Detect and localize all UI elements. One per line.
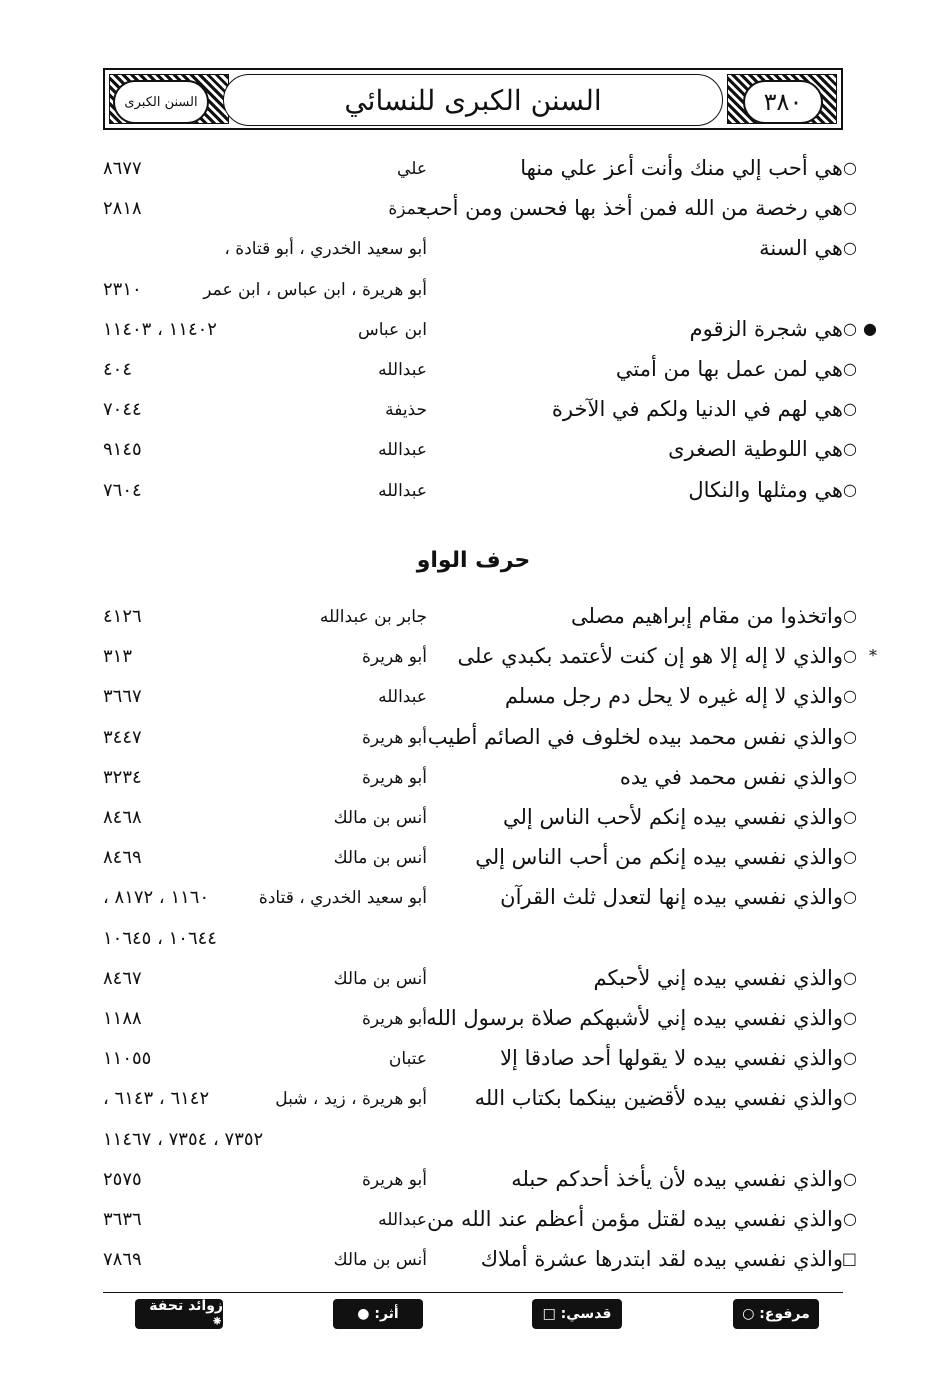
index-row xyxy=(95,474,877,510)
narrator-name: أنس بن مالك xyxy=(333,848,427,869)
hadith-type-mark: ○ xyxy=(843,359,857,378)
hadith-type-mark: ○ xyxy=(843,887,857,907)
hadith-numbers: ٩١٤٥ xyxy=(103,439,142,461)
hadith-type-mark: ○ xyxy=(843,847,857,867)
hadith-type-mark: ○ xyxy=(843,726,857,746)
index-row xyxy=(95,640,877,676)
hadith-incipit: هي السنة xyxy=(759,236,843,261)
hadith-numbers: ٢٥٧٥ xyxy=(103,1168,142,1190)
hadith-numbers: ٨٦٧٧ xyxy=(103,158,142,179)
hadith-incipit: والذي نفسي بيده إني لأشبهكم صلاة برسول الله xyxy=(426,1006,843,1030)
hadith-numbers: ٢٣١٠ xyxy=(103,278,142,300)
index-row xyxy=(95,273,877,309)
narrator-name: حمزة xyxy=(388,199,427,220)
hadith-numbers: ٢٨١٨ xyxy=(103,198,142,220)
index-row xyxy=(95,922,877,958)
hadith-incipit: والذي نفسي بيده إنكم من أحب الناس إلي xyxy=(475,845,843,870)
hadith-numbers: ٧٠٤٤ xyxy=(103,399,142,421)
hadith-incipit: هي اللوطية الصغرى xyxy=(668,437,843,462)
narrator-name: جابر بن عبدالله xyxy=(319,607,427,627)
hadith-incipit: هي ومثلها والنكال xyxy=(688,477,843,502)
index-row xyxy=(95,1123,877,1159)
page-header xyxy=(103,68,843,130)
index-row xyxy=(95,680,877,716)
index-row xyxy=(95,881,877,917)
hadith-numbers: ٦١٤٢ ، ٦١٤٣ ، xyxy=(103,1088,210,1110)
narrator-name: عبدالله xyxy=(378,1210,427,1230)
narrator-name: أبو هريرة xyxy=(361,647,427,668)
hadith-incipit: والذي لا إله غيره لا يحل دم رجل مسلم xyxy=(504,684,843,709)
index-row xyxy=(95,433,877,469)
hadith-type-mark: ○ xyxy=(843,198,857,218)
hadith-incipit: والذي نفسي بيده إنها لتعدل ثلث القرآن xyxy=(500,885,843,910)
index-row xyxy=(95,1002,877,1038)
hadith-type-mark: ○ xyxy=(843,807,857,826)
index-row xyxy=(95,600,877,636)
hadith-incipit: والذي نفس محمد بيده لخلوف في الصائم أطيب xyxy=(427,724,843,749)
narrator-name: حذيفة xyxy=(385,400,427,421)
index-row xyxy=(95,393,877,429)
index-row xyxy=(95,1082,877,1118)
index-row xyxy=(95,313,877,349)
hadith-type-mark: ○ xyxy=(843,479,857,499)
index-row xyxy=(95,353,877,389)
hadith-numbers: ٣١٣ xyxy=(103,646,133,668)
index-row xyxy=(95,1203,877,1239)
index-row xyxy=(95,152,877,188)
hadith-incipit: والذي نفسي بيده إنكم لأحب الناس إلي xyxy=(503,805,843,829)
hadith-numbers: ٧٨٦٩ xyxy=(103,1249,142,1271)
hadith-type-mark: ○ xyxy=(843,646,857,666)
hadith-numbers: ٨٤٦٨ xyxy=(103,807,142,828)
index-row xyxy=(95,1163,877,1199)
hadith-type-mark: ○ xyxy=(843,439,857,459)
hadith-incipit: والذي نفس محمد في يده xyxy=(619,764,843,789)
page-number: ٣٨٠ xyxy=(743,80,823,124)
hadith-numbers: ٧٦٠٤ xyxy=(103,479,142,501)
section-heading: حرف الواو xyxy=(416,548,531,573)
index-row xyxy=(95,841,877,877)
legend-athar: أثر: ● xyxy=(333,1299,423,1329)
index-row xyxy=(95,1042,877,1078)
hadith-numbers: ١١٦٠ ، ٨١٧٢ ، xyxy=(103,887,210,909)
narrator-name: ابن عباس xyxy=(357,319,427,340)
narrator-name: أنس بن مالك xyxy=(333,968,427,989)
hadith-type-mark: □ xyxy=(841,1249,857,1269)
narrator-name: أنس بن مالك xyxy=(333,808,427,828)
hadith-numbers: ٣٦٣٦ xyxy=(103,1209,142,1230)
legend-qudsi: قدسي: □ xyxy=(532,1299,622,1329)
hadith-incipit: والذي نفسي بيده لا يقولها أحد صادقا إلا xyxy=(500,1046,843,1071)
hadith-type-mark: ○ xyxy=(843,967,857,987)
footer-divider xyxy=(103,1292,843,1293)
book-emblem: السنن الكبرى xyxy=(113,80,209,124)
legend-marfu: مرفوع: ○ xyxy=(733,1299,819,1329)
hadith-incipit: هي شجرة الزقوم xyxy=(689,316,843,341)
index-row xyxy=(95,721,877,757)
narrator-name: أبو هريرة ، زيد ، شبل xyxy=(275,1089,427,1110)
narrator-name: أبو هريرة xyxy=(361,767,427,788)
hadith-numbers: ١١٨٨ xyxy=(103,1008,142,1029)
narrator-name: أبو سعيد الخدري ، قتادة xyxy=(258,888,427,909)
index-row xyxy=(95,1243,877,1279)
narrator-name: علي xyxy=(397,159,427,179)
hadith-type-mark: ○ xyxy=(843,1168,857,1188)
hadith-type-mark: ○ xyxy=(843,158,857,177)
hadith-numbers: ١١٤٠٢ ، ١١٤٠٣ xyxy=(103,318,217,340)
hadith-numbers: ١٠٦٤٤ ، ١٠٦٤٥ xyxy=(103,927,217,949)
narrator-name: عبدالله xyxy=(378,440,427,461)
narrator-name: أبو سعيد الخدري ، أبو قتادة ، xyxy=(224,239,427,260)
narrator-name: أنس بن مالك xyxy=(333,1250,427,1271)
hadith-type-mark: ○ xyxy=(843,1048,857,1068)
hadith-numbers: ٨٤٦٩ xyxy=(103,847,142,869)
narrator-name: أبو هريرة xyxy=(361,1009,427,1029)
hadith-incipit: هي لمن عمل بها من أمتي xyxy=(615,357,843,381)
hadith-numbers: ٣٤٤٧ xyxy=(103,726,142,748)
marker-flag: * xyxy=(869,646,877,666)
hadith-incipit: والذي نفسي بيده لقد ابتدرها عشرة أملاك xyxy=(480,1247,843,1272)
hadith-type-mark: ○ xyxy=(843,1209,857,1228)
narrator-name: أبو هريرة xyxy=(361,727,427,748)
hadith-incipit: هي أحب إلي منك وأنت أعز علي منها xyxy=(520,156,843,180)
hadith-incipit: هي رخصة من الله فمن أخذ بها فحسن ومن أحب xyxy=(419,196,843,221)
narrator-name: أبو هريرة xyxy=(361,1169,427,1190)
narrator-name: عتبان xyxy=(388,1049,427,1070)
index-row xyxy=(95,192,877,228)
hadith-incipit: والذي نفسي بيده لأن يأخذ أحدكم حبله xyxy=(511,1166,843,1191)
hadith-incipit: والذي نفسي بيده إني لأحبكم xyxy=(593,965,843,990)
hadith-type-mark: ○ xyxy=(843,238,857,258)
hadith-incipit: والذي لا إله إلا هو إن كنت لأعتمد بكبدي على xyxy=(457,644,843,669)
hadith-incipit: واتخذوا من مقام إبراهيم مصلى xyxy=(571,604,843,628)
legend-zawaid: زوائد تحفة ⁕ xyxy=(135,1299,223,1329)
hadith-numbers: ٧٣٥٢ ، ٧٣٥٤ ، ١١٤٦٧ xyxy=(103,1128,264,1150)
hadith-type-mark: ○ xyxy=(843,1088,857,1108)
hadith-incipit: هي لهم في الدنيا ولكم في الآخرة xyxy=(551,397,843,422)
page-title: السنن الكبرى للنسائي xyxy=(223,74,723,126)
index-row xyxy=(95,761,877,797)
hadith-type-mark: ○ xyxy=(843,606,857,625)
narrator-name: عبدالله xyxy=(378,687,427,708)
index-row xyxy=(95,232,877,268)
hadith-numbers: ٤١٢٦ xyxy=(103,606,142,627)
hadith-type-mark: ○ xyxy=(843,318,857,338)
hadith-numbers: ٤٠٤ xyxy=(103,359,133,380)
hadith-numbers: ٣٦٦٧ xyxy=(103,686,142,708)
marker-flag: ● xyxy=(863,318,877,338)
narrator-name: عبدالله xyxy=(378,480,427,501)
hadith-type-mark: ○ xyxy=(843,766,857,786)
narrator-name: عبدالله xyxy=(378,360,427,380)
hadith-incipit: والذي نفسي بيده لقتل مؤمن أعظم عند الله من xyxy=(427,1207,843,1231)
hadith-numbers: ١١٠٥٥ xyxy=(103,1048,152,1070)
hadith-type-mark: ○ xyxy=(843,399,857,419)
hadith-incipit: والذي نفسي بيده لأقضين بينكما بكتاب الله xyxy=(474,1086,843,1111)
hadith-numbers: ٨٤٦٧ xyxy=(103,967,142,989)
hadith-numbers: ٣٢٣٤ xyxy=(103,766,142,788)
narrator-name: أبو هريرة ، ابن عباس ، ابن عمر xyxy=(203,279,427,300)
hadith-type-mark: ○ xyxy=(843,686,857,706)
hadith-type-mark: ○ xyxy=(843,1008,857,1027)
index-row xyxy=(95,962,877,998)
index-row xyxy=(95,801,877,837)
